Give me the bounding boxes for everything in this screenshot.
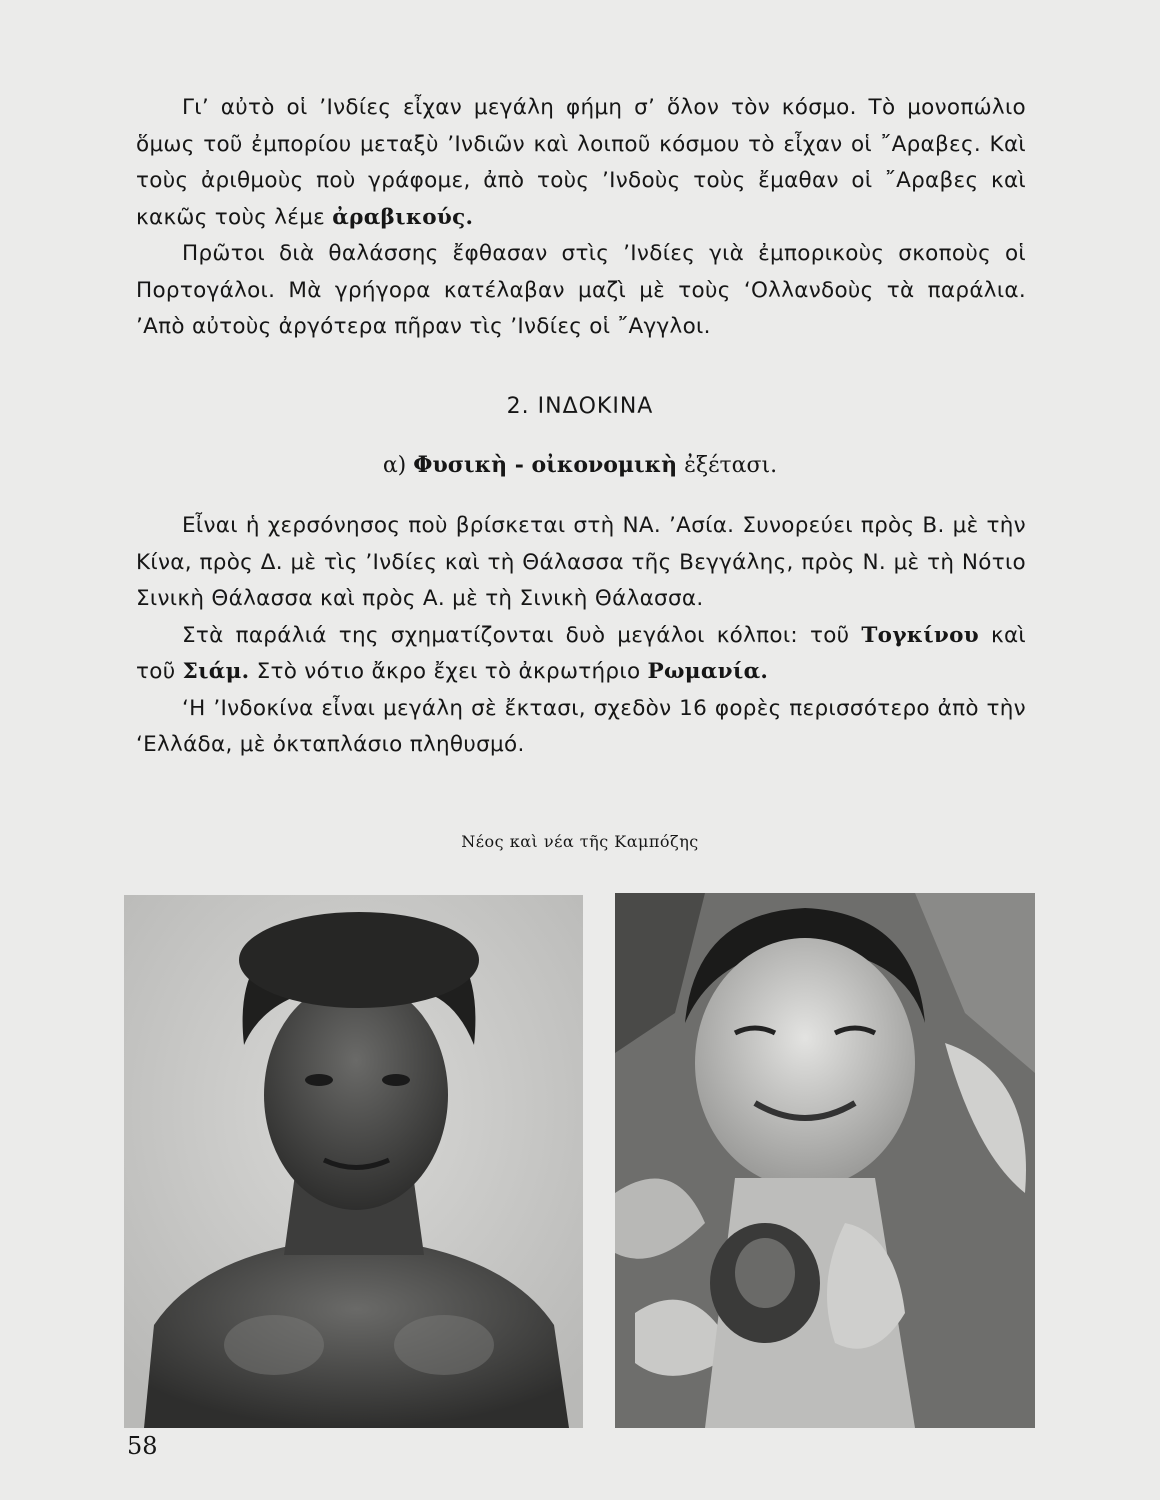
section-heading: 2. ΙΝΔΟΚΙΝΑ bbox=[506, 394, 654, 419]
paragraph-4-text-c: Στὸ νότιο ἄκρο ἔχει τὸ ἀκρωτήριο bbox=[249, 659, 648, 684]
paragraph-1 bbox=[136, 90, 1026, 236]
text-block-top bbox=[136, 90, 1026, 346]
text-block-bottom bbox=[136, 508, 1026, 764]
photo-young-woman-image bbox=[615, 893, 1035, 1428]
paragraph-1-bold-term: ἀραβικούς. bbox=[332, 204, 474, 230]
subheading bbox=[0, 452, 1160, 478]
paragraph-5-text: ‘Η ’Ινδοκίνα εἶναι μεγάλη σὲ ἔκτασι, σχεδὸν 16 φορὲς περισσότερο ἀπὸ τὴν ‘Ελλάδα, μὲ ὀκταπλάσιο πληθυσμό. bbox=[136, 695, 1026, 757]
paragraph-2 bbox=[136, 236, 1026, 346]
paragraph-1-text: Γι’ αὐτὸ οἱ ’Ινδίες εἶχαν μεγάλη φήμη σ’ ὅλον τὸν κόσμο. Τὸ μονοπώλιο ὅμως τοῦ ἐμπορίου μεταξὺ ’Ινδιῶν καὶ λοιποῦ κόσμου τὸ εἶχαν οἱ ῎Αραβες. Καὶ τοὺς ἀριθμοὺς ποὺ γράφομε, ἀπὸ τοὺς ’Ινδοὺς τοὺς ἔμαθαν οἱ ῎Αραβες καὶ κακῶς τοὺς λέμε bbox=[136, 95, 1026, 230]
subheading-title: Φυσικὴ - οἰκονομικὴ bbox=[413, 452, 678, 478]
photo-young-man bbox=[124, 895, 583, 1428]
paragraph-3-text: Εἶναι ἡ χερσόνησος ποὺ βρίσκεται στὴ ΝΑ. ’Ασία. Συνορεύει πρὸς Β. μὲ τὴν Κίνα, πρὸς Δ. μὲ τὶς ’Ινδίες καὶ τὴ Θάλασσα τῆς Βεγγάλης, πρὸς Ν. μὲ τὴ Νότιο Σινικὴ Θάλασσα καὶ πρὸς Α. μὲ τὴ Σινικὴ Θάλασσα. bbox=[136, 513, 1026, 611]
figure-caption: Νέος καὶ νέα τῆς Καμπόζης bbox=[461, 832, 699, 851]
subheading-prefix: α) bbox=[382, 453, 407, 478]
paragraph-4-text-a: Στὰ παράλιά της σχηματίζονται δυὸ μεγάλοι κόλποι: τοῦ bbox=[182, 622, 862, 648]
subheading-suffix: ἐξέτασι. bbox=[684, 453, 778, 478]
page-number: 58 bbox=[127, 1432, 158, 1460]
paragraph-4-bold-tonkin: Τογκίνου bbox=[861, 622, 980, 648]
photo-young-woman bbox=[615, 893, 1035, 1428]
paragraph-4-text-b: καὶ τοῦ bbox=[136, 622, 1027, 684]
paragraph-2-text: Πρῶτοι διὰ θαλάσσης ἔφθασαν στὶς ’Ινδίες γιὰ ἐμπορικοὺς σκοποὺς οἱ Πορτογάλοι. Μὰ γρήγορα κατέλαβαν μαζὶ μὲ τοὺς ‘Ολλανδοὺς τὰ παράλια. ’Απὸ αὐτοὺς ἀργότερα πῆραν τὶς ’Ινδίες οἱ ῎Αγγλοι. bbox=[136, 241, 1026, 339]
paragraph-4-bold-romania: Ρωμανία. bbox=[647, 659, 769, 684]
paragraph-3 bbox=[136, 508, 1026, 618]
paragraph-5 bbox=[136, 691, 1026, 764]
photo-young-man-image bbox=[124, 895, 583, 1428]
paragraph-4 bbox=[136, 618, 1026, 691]
paragraph-4-bold-siam: Σιάμ. bbox=[182, 659, 250, 684]
